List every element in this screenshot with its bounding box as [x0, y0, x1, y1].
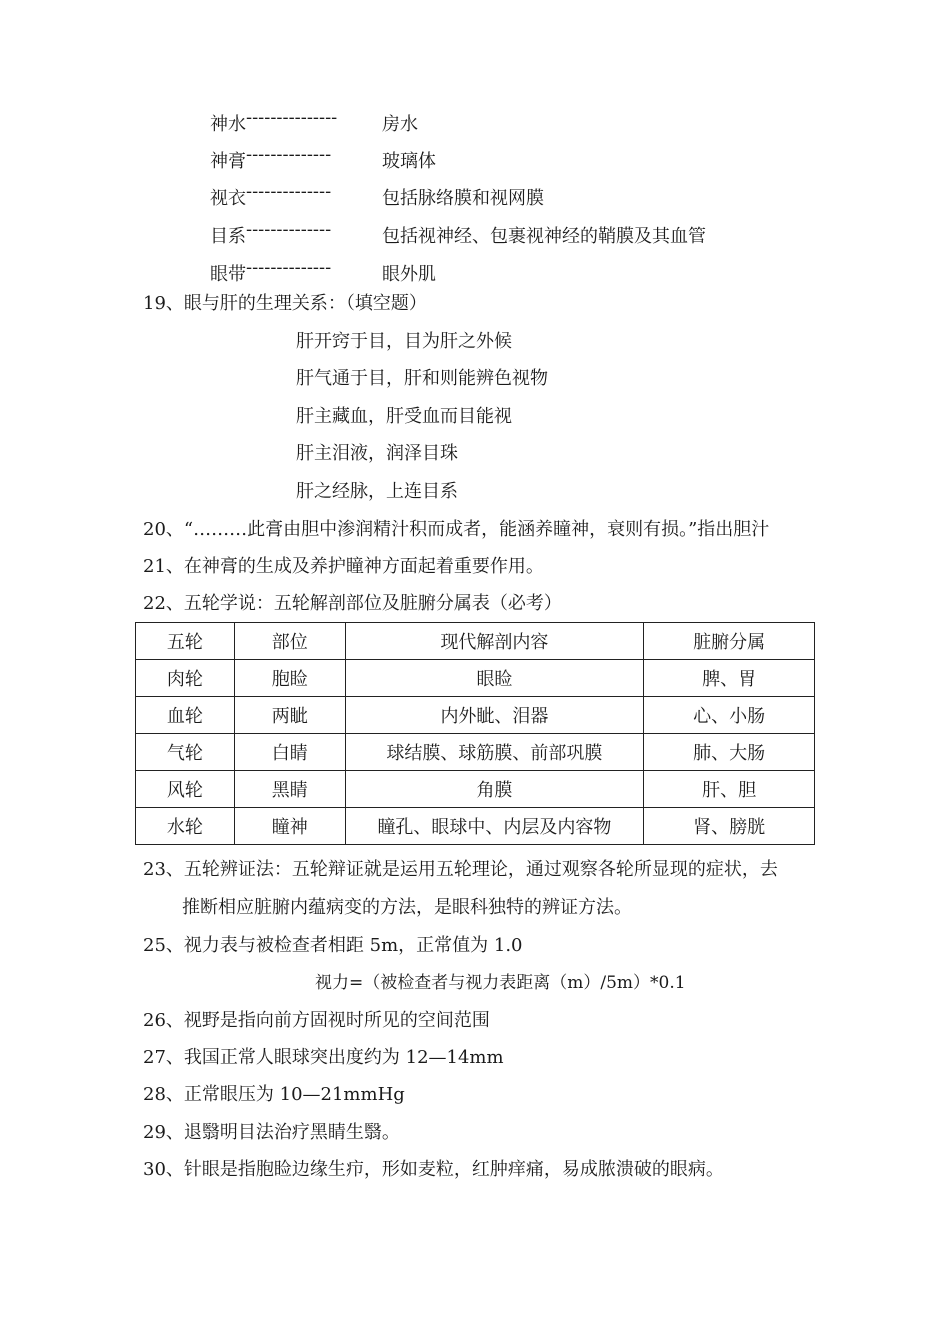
table-cell: 肺、大肠	[644, 734, 815, 771]
mapping-desc: 眼外肌	[382, 264, 436, 285]
table-row	[136, 660, 815, 697]
visual-acuity-formula: 视力=（被检查者与视力表距离（m）/5m）*0.1	[315, 973, 686, 993]
table-cell: 肾、膀胱	[644, 808, 815, 845]
table-cell: 角膜	[345, 771, 644, 808]
item19-point: 肝主藏血，肝受血而目能视	[296, 406, 512, 427]
item19-point: 肝气通于目，肝和则能辨色视物	[296, 368, 548, 389]
table-header-cell: 脏腑分属	[644, 623, 815, 660]
table-cell: 眼睑	[345, 660, 644, 697]
mapping-desc: 包括脉络膜和视网膜	[382, 188, 544, 209]
item30-text: 30、针眼是指胞睑边缘生疖，形如麦粒，红肿痒痛，易成脓溃破的眼病。	[143, 1159, 724, 1180]
item20-text: 20、“………此膏由胆中渗润精汁积而成者，能涵养瞳神，衰则有损。”指出胆汁	[143, 519, 770, 540]
item22-heading: 22、五轮学说：五轮解剖部位及脏腑分属表（必考）	[143, 593, 562, 614]
table-cell: 肝、胆	[644, 771, 815, 808]
item25-text: 25、视力表与被检查者相距 5m，正常值为 1.0	[143, 935, 523, 956]
mapping-desc: 房水	[382, 114, 418, 135]
mapping-row	[210, 180, 544, 211]
item23-line1: 23、五轮辨证法：五轮辩证就是运用五轮理论，通过观察各轮所显现的症状，去	[143, 859, 778, 880]
item19-heading: 19、眼与肝的生理关系：（填空题）	[143, 293, 427, 314]
table-header-cell: 现代解剖内容	[345, 623, 644, 660]
mapping-term: 视衣	[210, 188, 246, 209]
item29-text: 29、退翳明目法治疗黑睛生翳。	[143, 1122, 400, 1143]
table-cell: 血轮	[136, 697, 235, 734]
mapping-row	[210, 218, 706, 249]
table-header-cell: 部位	[234, 623, 345, 660]
table-cell: 心、小肠	[644, 697, 815, 734]
item23-line2: 推断相应脏腑内蕴病变的方法，是眼科独特的辨证方法。	[182, 897, 632, 918]
item19-point: 肝之经脉，上连目系	[296, 481, 458, 502]
mapping-dashes: --------------	[246, 181, 332, 202]
mapping-row	[210, 143, 436, 174]
item28-text: 28、正常眼压为 10—21mmHg	[143, 1084, 405, 1105]
mapping-dashes: --------------	[246, 257, 332, 278]
table-cell: 气轮	[136, 734, 235, 771]
table-row	[136, 771, 815, 808]
mapping-term: 眼带	[210, 264, 246, 285]
table-row	[136, 734, 815, 771]
item19-point: 肝主泪液，润泽目珠	[296, 443, 458, 464]
mapping-desc: 包括视神经、包裹视神经的鞘膜及其血管	[382, 226, 706, 247]
table-cell: 白睛	[234, 734, 345, 771]
table-cell: 胞睑	[234, 660, 345, 697]
table-cell: 瞳孔、眼球中、内层及内容物	[345, 808, 644, 845]
item26-text: 26、视野是指向前方固视时所见的空间范围	[143, 1010, 490, 1031]
table-row	[136, 697, 815, 734]
item19-point: 肝开窍于目，目为肝之外候	[296, 331, 512, 352]
mapping-desc: 玻璃体	[382, 151, 436, 172]
table-cell: 脾、胃	[644, 660, 815, 697]
table-header-cell: 五轮	[136, 623, 235, 660]
table-row	[136, 808, 815, 845]
table-cell: 水轮	[136, 808, 235, 845]
table-cell: 风轮	[136, 771, 235, 808]
mapping-dashes: --------------	[246, 144, 332, 165]
mapping-dashes: ---------------	[246, 107, 338, 128]
table-cell: 瞳神	[234, 808, 345, 845]
table-header-row	[136, 623, 815, 660]
table-cell: 内外眦、泪器	[345, 697, 644, 734]
item27-text: 27、我国正常人眼球突出度约为 12—14mm	[143, 1047, 504, 1068]
mapping-term: 神膏	[210, 151, 246, 172]
item21-text: 21、在神膏的生成及养护瞳神方面起着重要作用。	[143, 556, 544, 577]
mapping-term: 目系	[210, 226, 246, 247]
table-cell: 黑睛	[234, 771, 345, 808]
mapping-row	[210, 256, 436, 287]
table-cell: 两眦	[234, 697, 345, 734]
table-cell: 球结膜、球筋膜、前部巩膜	[345, 734, 644, 771]
mapping-dashes: --------------	[246, 219, 332, 240]
mapping-term: 神水	[210, 114, 246, 135]
five-wheels-table	[135, 622, 815, 845]
mapping-row	[210, 106, 418, 137]
table-cell: 肉轮	[136, 660, 235, 697]
